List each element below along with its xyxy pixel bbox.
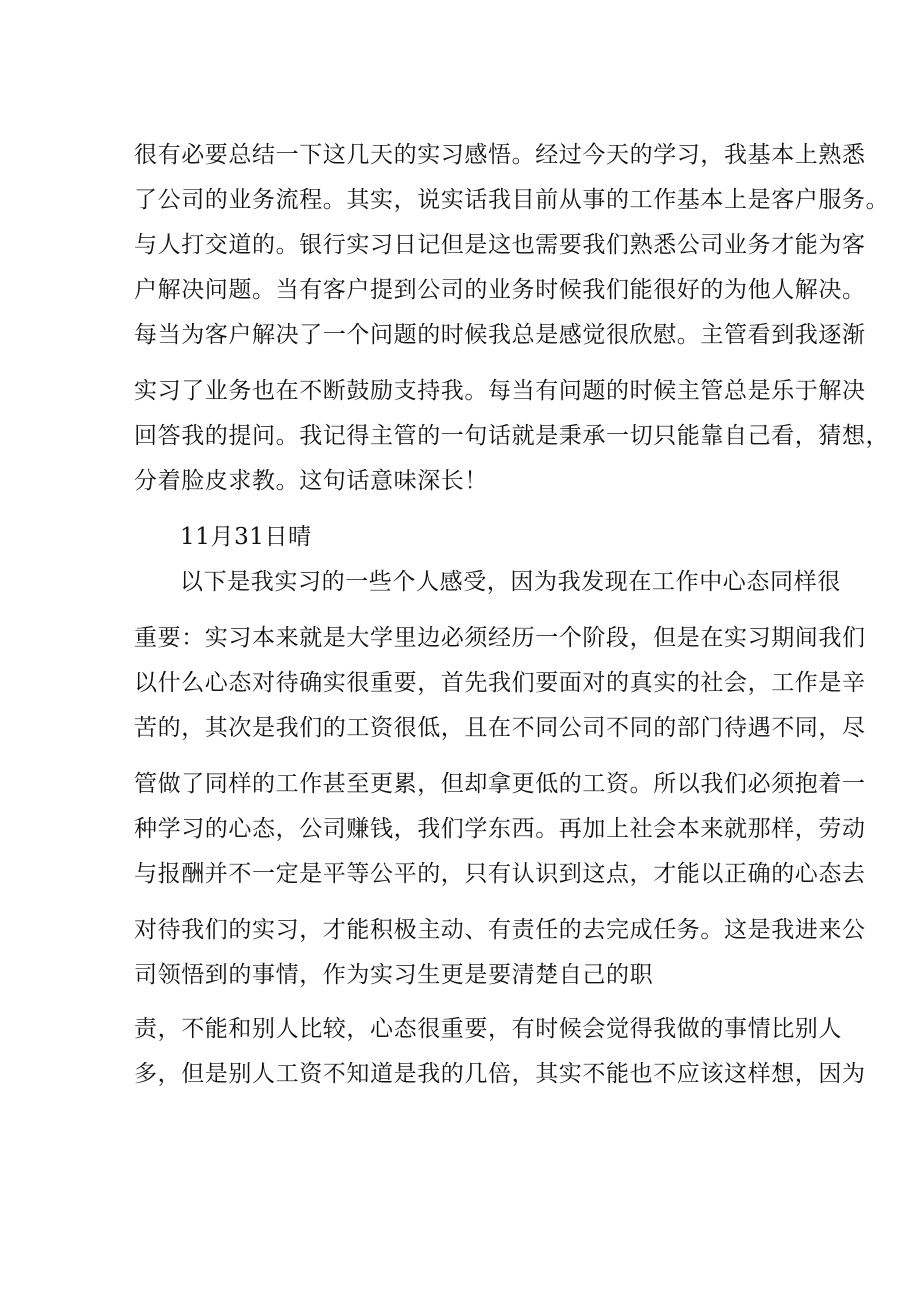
paragraph-1-line-4: 户解决问题。当有客户提到公司的业务时候我们能很好的为他人解决。 [134, 277, 866, 303]
paragraph-1-line-8: 分着脸皮求教。这句话意味深长！ [134, 468, 488, 494]
paragraph-2-line-2: 重要：实习本来就是大学里边必须经历一个阶段，但是在实习期间我们 [134, 625, 866, 651]
paragraph-1-line-5: 每当为客户解决了一个问题的时候我总是感觉很欣慰。主管看到我逐渐 [134, 322, 866, 348]
paragraph-2-line-9: 司领悟到的事情，作为实习生更是要清楚自己的职 [134, 962, 654, 988]
date-heading: 11月31日晴 [180, 524, 312, 550]
paragraph-2-line-3: 以什么心态对待确实很重要，首先我们要面对的真实的社会，工作是辛 [134, 670, 866, 696]
paragraph-2-line-10: 责，不能和别人比较，心态很重要，有时候会觉得我做的事情比别人 [134, 1016, 842, 1042]
paragraph-2-line-7: 与报酬并不一定是平等公平的，只有认识到这点，才能以正确的心态去 [134, 861, 866, 887]
paragraph-1-line-2: 了公司的业务流程。其实，说实话我目前从事的工作基本上是客户服务。 [134, 187, 890, 213]
paragraph-2-line-1: 以下是我实习的一些个人感受，因为我发现在工作中心态同样很 [180, 569, 841, 595]
paragraph-2-line-6: 种学习的心态，公司赚钱，我们学东西。再加上社会本来就那样，劳动 [134, 816, 866, 842]
paragraph-1-line-1: 很有必要总结一下这几天的实习感悟。经过今天的学习，我基本上熟悉 [134, 142, 866, 168]
paragraph-1-line-6: 实习了业务也在不断鼓励支持我。每当有问题的时候主管总是乐于解决 [134, 378, 866, 404]
paragraph-2-line-11: 多，但是别人工资不知道是我的几倍，其实不能也不应该这样想，因为 [134, 1061, 866, 1087]
paragraph-2-line-4: 苦的，其次是我们的工资很低，且在不同公司不同的部门待遇不同，尽 [134, 715, 866, 741]
paragraph-2-line-5: 管做了同样的工作甚至更累，但却拿更低的工资。所以我们必须抱着一 [134, 771, 866, 797]
paragraph-1-line-7: 回答我的提问。我记得主管的一句话就是秉承一切只能靠自己看，猜想， [134, 423, 890, 449]
paragraph-2-line-8: 对待我们的实习，才能积极主动、有责任的去完成任务。这是我进来公 [134, 917, 866, 943]
paragraph-1-line-3: 与人打交道的。银行实习日记但是这也需要我们熟悉公司业务才能为客 [134, 232, 866, 258]
